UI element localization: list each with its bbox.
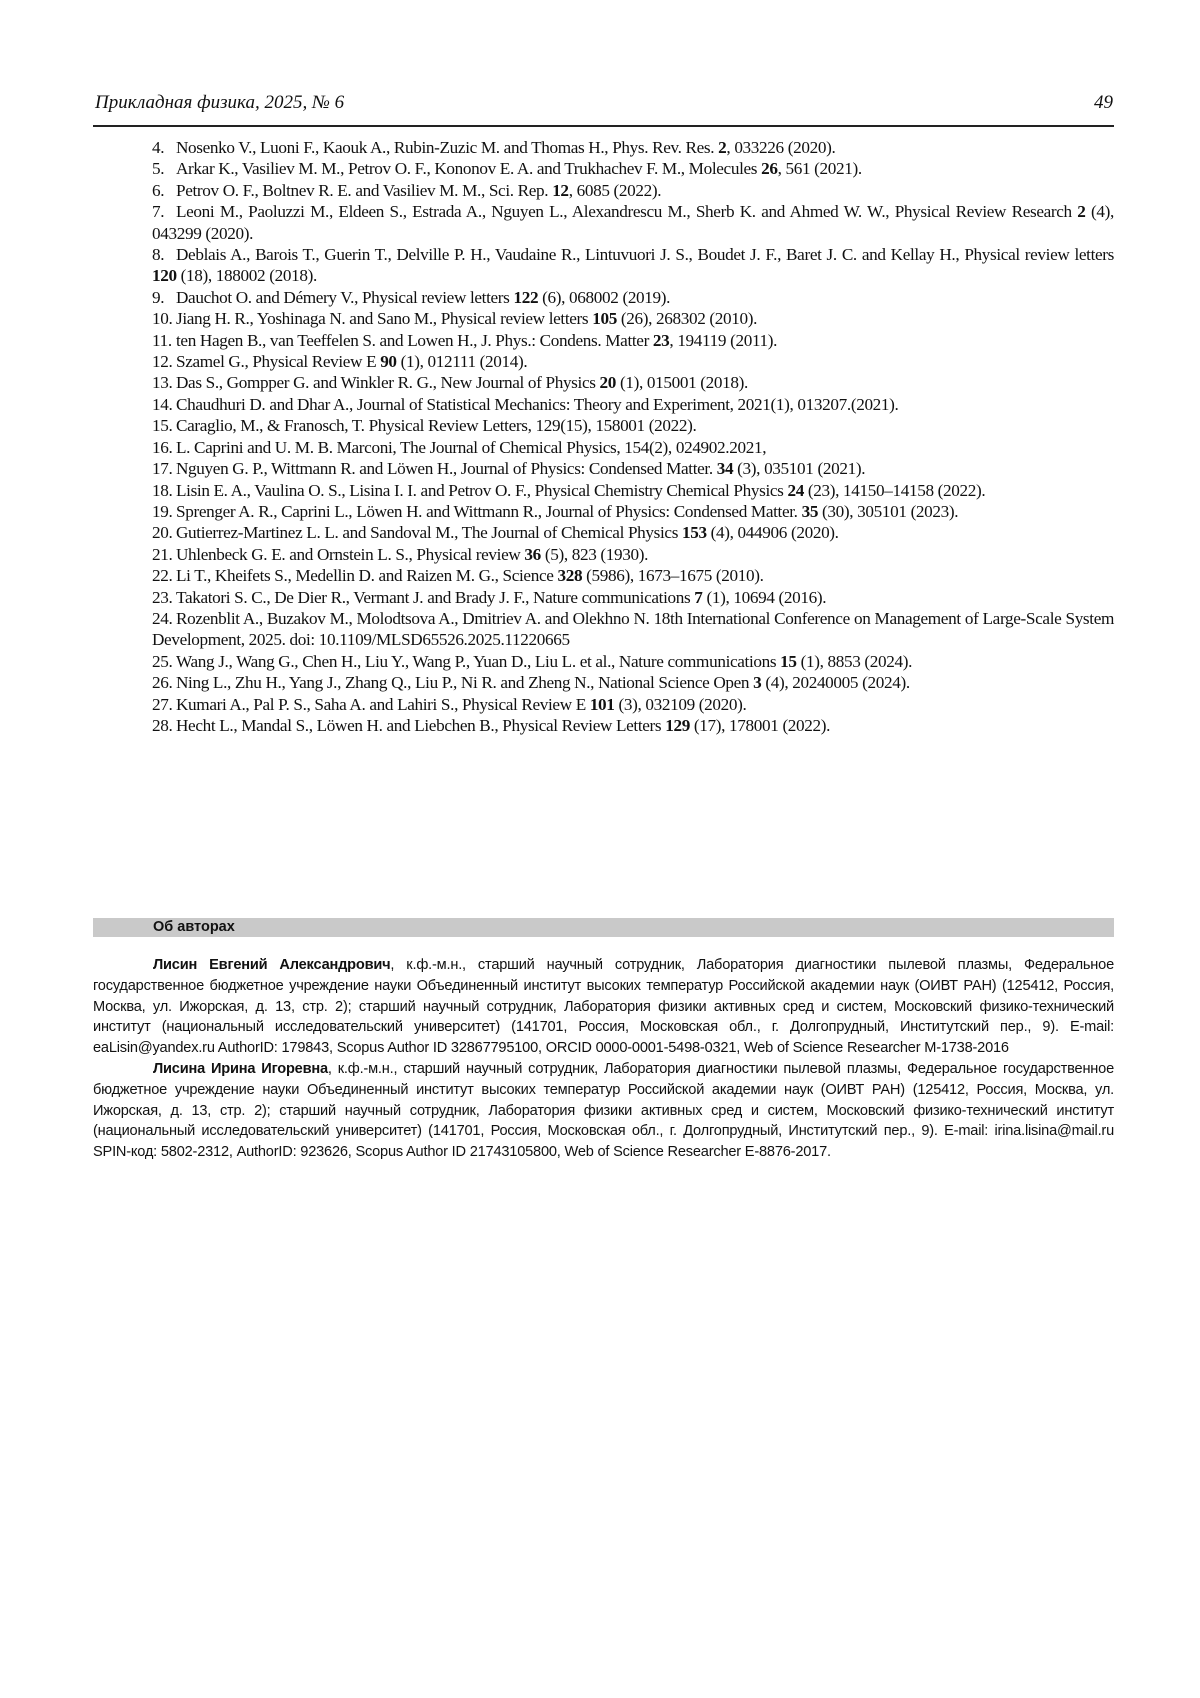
reference-number: 27.	[152, 694, 173, 714]
reference-volume: 90	[380, 352, 397, 372]
reference-text-end: (5986), 1673–1675 (2010).	[582, 566, 764, 586]
reference-text-end: (4), 044906 (2020).	[706, 523, 839, 543]
reference-text-end: (3), 035101 (2021).	[733, 459, 866, 479]
reference-text: Chaudhuri D. and Dhar A., Journal of Statistical Mechanics: Theory and Experiment, 2021(1), 013207.(2021).	[176, 394, 899, 414]
reference-text: Leoni M., Paoluzzi M., Eldeen S., Estrada A., Nguyen L., Alexandrescu M., Sherb K. and Ahmed W. W., Physical Review Research	[176, 202, 1078, 222]
reference-item	[152, 587, 1114, 608]
reference-volume: 34	[716, 459, 734, 479]
reference-volume: 26	[761, 159, 778, 179]
reference-text-end: (30), 305101 (2023).	[818, 501, 959, 521]
reference-volume: 23	[652, 330, 670, 350]
reference-volume: 35	[801, 501, 819, 521]
reference-text: Szamel G., Physical Review E	[176, 352, 381, 372]
reference-text: L. Caprini and U. M. B. Marconi, The Journal of Chemical Physics, 154(2), 024902.2021,	[176, 437, 767, 457]
reference-item	[152, 308, 1114, 329]
reference-number: 5.	[152, 159, 165, 179]
reference-text-end: (1), 10694 (2016).	[702, 587, 827, 607]
reference-text: Petrov O. F., Boltnev R. E. and Vasiliev M. M., Sci. Rep.	[176, 180, 553, 200]
section-heading: Об авторах	[153, 919, 235, 935]
reference-item	[152, 137, 1114, 158]
reference-text-end: , 561 (2021).	[777, 159, 862, 179]
reference-text: Kumari A., Pal P. S., Saha A. and Lahiri S., Physical Review E	[176, 694, 590, 714]
author-details: , к.ф.-м.н., старший научный сотрудник, Лаборатория диагностики пылевой плазмы, Федеральное государственное бюджетное учреждение науки Объединенный институт высоких температур Российской академии наук (ОИВТ РАН) (125412, Россия, Москва, ул. Ижорская, д. 13, стр. 2); старший научный сотрудник, Лаборатория физики активных сред и систем, Московский физико-технический институт (национальный исследовательский университет) (141701, Россия, Московская обл., г. Долгопрудный, Институтский пер., 9). E-mail: eaLisin@yandex.ru AuthorID: 179843, Scopus Author ID 32867795100, ORCID 0000-0001-5498-0321, Web of Science Researcher M-1738-2016	[93, 957, 1114, 1057]
reference-text: Takatori S. C., De Dier R., Vermant J. and Brady J. F., Nature communications	[176, 587, 695, 607]
reference-number: 22.	[152, 566, 173, 586]
reference-item	[152, 501, 1114, 522]
reference-text-end: (17), 178001 (2022).	[689, 715, 831, 735]
reference-volume: 7	[694, 587, 703, 607]
reference-list	[152, 137, 1114, 736]
author-paragraph	[93, 955, 1114, 1059]
reference-item	[152, 565, 1114, 586]
author-paragraph	[93, 1059, 1114, 1163]
reference-item	[152, 372, 1114, 393]
reference-text: Hecht L., Mandal S., Löwen H. and Liebchen B., Physical Review Letters	[176, 715, 666, 735]
reference-text: Ning L., Zhu H., Yang J., Zhang Q., Liu P., Ni R. and Zheng N., National Science Open	[176, 673, 754, 693]
reference-number: 28.	[152, 715, 173, 735]
reference-number: 6.	[152, 180, 165, 200]
reference-text: Lisin E. A., Vaulina O. S., Lisina I. I. and Petrov O. F., Physical Chemistry Chemical Physics	[176, 480, 788, 500]
reference-text: Nosenko V., Luoni F., Kaouk A., Rubin-Zuzic M. and Thomas H., Phys. Rev. Res.	[176, 138, 719, 157]
reference-item	[152, 715, 1114, 736]
reference-item	[152, 330, 1114, 351]
reference-text-end: (1), 012111 (2014).	[396, 352, 528, 372]
reference-volume: 24	[787, 480, 804, 500]
reference-volume: 129	[665, 715, 690, 735]
reference-volume: 328	[557, 566, 583, 586]
reference-text: Jiang H. R., Yoshinaga N. and Sano M., Physical review letters	[176, 309, 593, 329]
reference-text: Uhlenbeck G. E. and Ornstein L. S., Physical review	[176, 544, 525, 564]
reference-item	[152, 544, 1114, 565]
reference-text: Rozenblit A., Buzakov M., Molodtsova A., Dmitriev A. and Olekhno N. 18th International Conference on Management of Large-Scale System Development, 2025. doi: 10.1109/MLSD65526.2025.11220665	[152, 608, 1114, 650]
reference-item	[152, 651, 1114, 672]
reference-text: Deblais A., Barois T., Guerin T., Delville P. H., Vaudaine R., Lintuvuori J. S., Boudet J. F., Baret J. C. and Kellay H., Physical review letters	[176, 245, 1114, 265]
reference-number: 15.	[152, 416, 173, 436]
reference-item	[152, 458, 1114, 479]
reference-item	[152, 522, 1114, 543]
section-heading-bar	[93, 918, 1114, 937]
reference-volume: 101	[589, 694, 615, 714]
reference-number: 4.	[152, 138, 165, 157]
reference-number: 25.	[152, 651, 173, 671]
reference-text-end: (4), 20240005 (2024).	[761, 673, 910, 693]
reference-volume: 3	[753, 673, 762, 693]
reference-item	[152, 244, 1114, 287]
reference-number: 11.	[152, 330, 172, 350]
reference-number: 20.	[152, 523, 173, 543]
reference-text-end: (23), 14150–14158 (2022).	[803, 480, 986, 500]
reference-text-end: (5), 823 (1930).	[540, 544, 649, 564]
reference-item	[152, 201, 1114, 244]
reference-volume: 20	[599, 373, 617, 393]
reference-item	[152, 480, 1114, 501]
reference-text: Li T., Kheifets S., Medellin D. and Raizen M. G., Science	[176, 566, 558, 586]
reference-text-end: (4), 043299 (2020).	[152, 202, 1114, 243]
reference-number: 16.	[152, 437, 173, 457]
reference-volume: 12	[552, 180, 569, 200]
reference-number: 19.	[152, 501, 173, 521]
reference-volume: 2	[718, 138, 727, 157]
reference-text-end: (1), 015001 (2018).	[616, 373, 748, 393]
author-name: Лисин Евгений Александрович	[153, 957, 391, 973]
reference-number: 23.	[152, 587, 173, 607]
page-number: 49	[1094, 92, 1113, 113]
reference-item	[152, 415, 1114, 436]
reference-text: Dauchot O. and Démery V., Physical review letters	[176, 287, 514, 307]
reference-text: Das S., Gompper G. and Winkler R. G., New Journal of Physics	[176, 373, 600, 393]
reference-text-end: (26), 268302 (2010).	[616, 309, 758, 329]
reference-text-end: (1), 8853 (2024).	[796, 651, 913, 671]
reference-text-end: (18), 188002 (2018).	[176, 266, 317, 286]
reference-text: Wang J., Wang G., Chen H., Liu Y., Wang P., Yuan D., Liu L. et al., Nature communications	[176, 651, 781, 671]
reference-volume: 15	[780, 651, 797, 671]
reference-item	[152, 608, 1114, 651]
reference-item	[152, 672, 1114, 693]
reference-text: Nguyen G. P., Wittmann R. and Löwen H., Journal of Physics: Condensed Matter.	[176, 459, 717, 479]
reference-number: 26.	[152, 673, 173, 693]
reference-number: 24.	[152, 608, 173, 628]
reference-volume: 105	[592, 309, 617, 329]
reference-item	[152, 437, 1114, 458]
reference-number: 14.	[152, 394, 173, 414]
reference-number: 9.	[152, 287, 165, 307]
reference-text: Caraglio, M., & Franosch, T. Physical Review Letters, 129(15), 158001 (2022).	[176, 416, 697, 436]
reference-item	[152, 694, 1114, 715]
reference-number: 21.	[152, 544, 173, 564]
reference-volume: 153	[681, 523, 707, 543]
reference-number: 8.	[152, 245, 165, 265]
reference-volume: 120	[152, 266, 177, 286]
reference-number: 17.	[152, 459, 173, 479]
reference-number: 12.	[152, 352, 173, 372]
header-rule	[93, 125, 1114, 127]
reference-text: Sprenger A. R., Caprini L., Löwen H. and Wittmann R., Journal of Physics: Condensed Matter.	[176, 501, 802, 521]
reference-text-end: , 194119 (2011).	[669, 330, 778, 350]
reference-text: Arkar K., Vasiliev M. M., Petrov O. F., Kononov E. A. and Trukhachev F. M., Molecules	[176, 159, 762, 179]
reference-number: 18.	[152, 480, 173, 500]
reference-number: 10.	[152, 309, 173, 329]
reference-text: ten Hagen B., van Teeffelen S. and Lowen H., J. Phys.: Condens. Matter	[176, 330, 653, 350]
reference-number: 13.	[152, 373, 173, 393]
reference-item	[152, 158, 1114, 179]
reference-text-end: , 033226 (2020).	[726, 138, 836, 157]
reference-volume: 122	[513, 287, 539, 307]
journal-title: Прикладная физика, 2025, № 6	[95, 92, 345, 113]
reference-number: 7.	[152, 202, 165, 222]
reference-volume: 2	[1077, 202, 1086, 222]
reference-item	[152, 394, 1114, 415]
running-header	[95, 92, 1113, 116]
reference-item	[152, 180, 1114, 201]
reference-text-end: (6), 068002 (2019).	[538, 287, 671, 307]
reference-text-end: , 6085 (2022).	[568, 180, 662, 200]
authors-section	[93, 955, 1114, 1163]
reference-item	[152, 287, 1114, 308]
reference-item	[152, 351, 1114, 372]
reference-text: Gutierrez-Martinez L. L. and Sandoval M., The Journal of Chemical Physics	[176, 523, 682, 543]
author-details: , к.ф.-м.н., старший научный сотрудник, Лаборатория диагностики пылевой плазмы, Федеральное государственное бюджетное учреждение науки Объединенный институт высоких температур Российской академии наук (ОИВТ РАН) (125412, Россия, Москва, ул. Ижорская, д. 13, стр. 2); старший научный сотрудник, Лаборатория физики активных сред и систем, Московский физико-технический институт (национальный исследовательский университет) (141701, Россия, Московская обл., г. Долгопрудный, Институтский пер., 9). E-mail: irina.lisina@mail.ru SPIN-код: 5802-2312, AuthorID: 923626, Scopus Author ID 21743105800, Web of Science Researcher E-8876-2017.	[93, 1060, 1114, 1161]
reference-text-end: (3), 032109 (2020).	[614, 694, 747, 714]
author-name: Лисина Ирина Игоревна	[153, 1060, 328, 1077]
reference-volume: 36	[524, 544, 541, 564]
